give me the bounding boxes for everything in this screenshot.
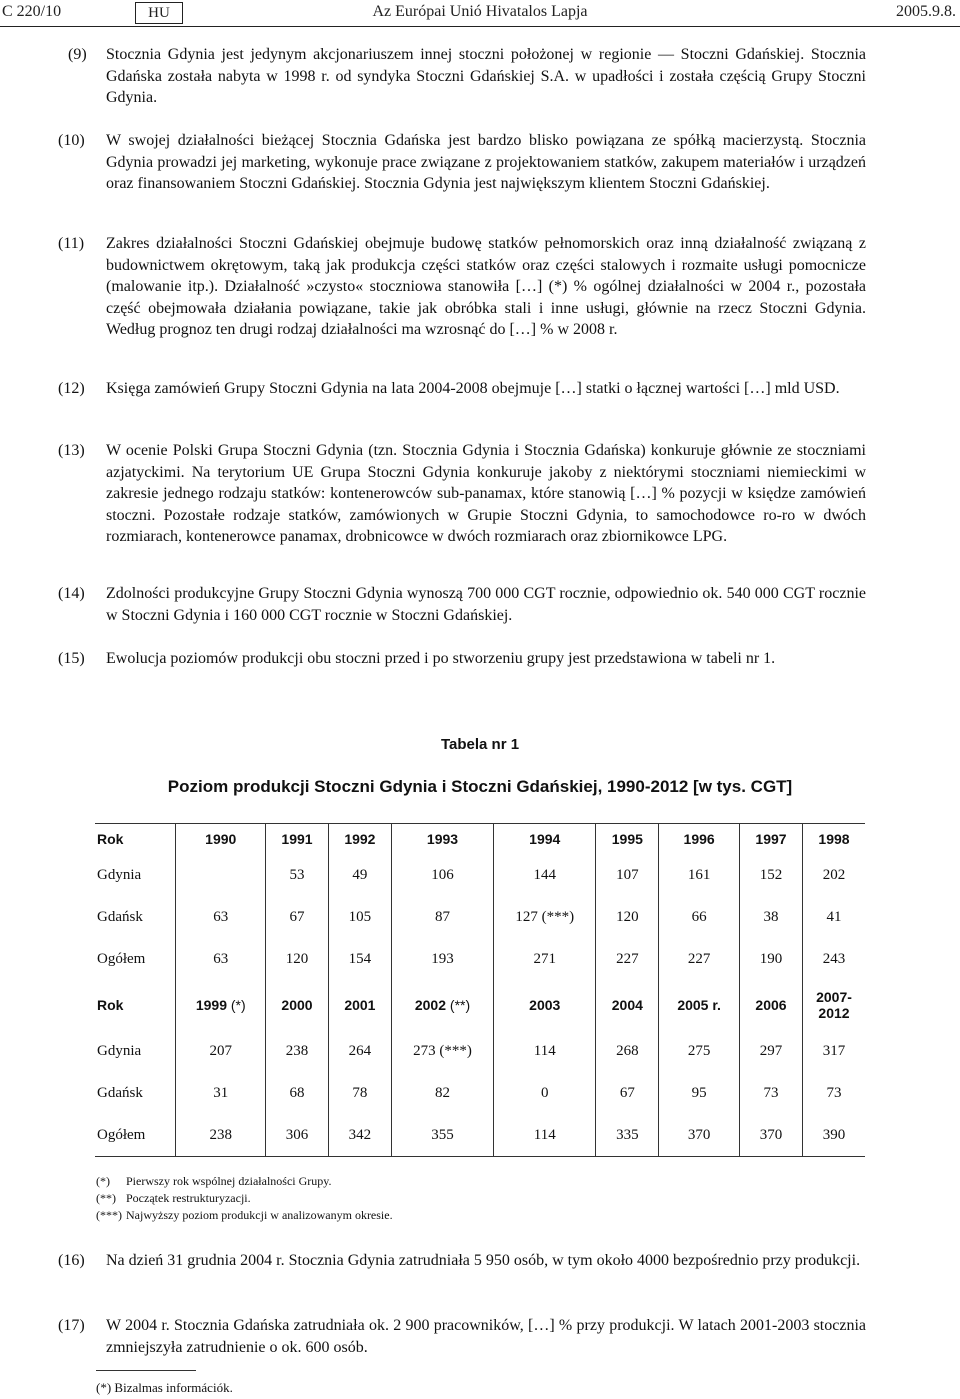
- footnote-mark: (*): [230, 997, 246, 1013]
- table-cell: 342: [328, 1114, 391, 1157]
- paragraph-text: W swojej działalności bieżącej Stocznia Gdańska jest bardzo blisko powiązana ze spółką macierzystą. Stocznia Gdynia prowadzi jej marketing, wykonuje prace związane z projektowaniem statków, zakupem materiałów i urządzeń oraz finansowaniem Stoczni Gdańskiej. Stocznia Gdynia jest największym klientem Stoczni Gdańskiej.: [106, 132, 866, 192]
- table-header-cell: 2003: [494, 980, 596, 1030]
- table-cell: 114: [494, 1030, 596, 1072]
- table-cell: 273 (***): [391, 1030, 493, 1072]
- table-cell: 95: [659, 1072, 740, 1114]
- table-title: Poziom produkcji Stoczni Gdynia i Stoczni Gdańskiej, 1990-2012 [w tys. CGT]: [167, 777, 793, 796]
- table-cell: 87: [391, 896, 493, 938]
- table-cell: 73: [739, 1072, 802, 1114]
- table-cell: 105: [328, 896, 391, 938]
- table-cell: 68: [266, 1072, 329, 1114]
- production-table: [95, 823, 865, 1157]
- paragraph-number: (13): [58, 442, 85, 459]
- footnote-rule: [96, 1370, 196, 1371]
- table-header-cell: 1996: [659, 824, 740, 855]
- paragraph-9: [68, 44, 866, 109]
- table-cell: 202: [803, 854, 866, 896]
- table-row: [95, 896, 865, 938]
- page-header: [0, 0, 960, 28]
- table-cell: 31: [176, 1072, 266, 1114]
- paragraph-10: [58, 130, 866, 195]
- table-cell: 370: [739, 1114, 802, 1157]
- table-notes: [96, 1173, 393, 1224]
- table-header-cell: 1994: [494, 824, 596, 855]
- table-cell: 53: [266, 854, 329, 896]
- table-row: [95, 854, 865, 896]
- table-cell: 107: [596, 854, 659, 896]
- table-cell: 193: [391, 938, 493, 980]
- table-cell: 238: [176, 1114, 266, 1157]
- table-row: [95, 938, 865, 980]
- table-cell: 370: [659, 1114, 740, 1157]
- paragraph-text: W 2004 r. Stocznia Gdańska zatrudniała ok. 2 900 pracowników, […] % przy produkcji. W latach 2001-2003 stocznia zmniejszyła zatrudnienie o ok. 600 osób.: [106, 1317, 866, 1356]
- paragraph-number: (15): [58, 650, 85, 667]
- table-header-cell: 2001: [328, 980, 391, 1030]
- paragraph-17: [58, 1315, 866, 1358]
- note-text: Najwyższy poziom produkcji w analizowanym okresie.: [126, 1208, 393, 1222]
- table-cell: 335: [596, 1114, 659, 1157]
- table-cell: Ogółem: [95, 1114, 176, 1157]
- table-cell: 127 (***): [494, 896, 596, 938]
- table-cell: 0: [494, 1072, 596, 1114]
- paragraph-15: [58, 648, 866, 670]
- paragraph-16: [58, 1250, 866, 1272]
- paragraph-number: (17): [58, 1317, 85, 1334]
- table-header-cell: 1998: [803, 824, 866, 855]
- table-note: [96, 1190, 393, 1207]
- table-header-cell: 1993: [391, 824, 493, 855]
- table-cell: 38: [739, 896, 802, 938]
- table-cell: 390: [803, 1114, 866, 1157]
- note-text: Początek restrukturyzacji.: [126, 1191, 251, 1205]
- paragraph-text: W ocenie Polski Grupa Stoczni Gdynia (tzn. Stocznia Gdynia i Stocznia Gdańska) konkuruje głównie ze stoczniami azjatyckimi. Na terytorium UE Grupa Stoczni Gdynia konkuruje jakoby z niektórymi stoczniami niemieckimi w zakresie jednego rodzaju statków: kontenerowców sub-panamax, które stanowią […] % pozycji w księdze zamówień stoczni. Pozostałe rodzaje statków, zamówionych w Grupie Stoczni Gdynia, to samochodowce ro-ro w dwóch rozmiarach, kontenerowce panamax, drobnicowce w dwóch rozmiarach oraz zbiornikowce LPG.: [106, 442, 866, 545]
- table-cell: 238: [266, 1030, 329, 1072]
- paragraph-number: (11): [58, 235, 85, 252]
- table-cell: 114: [494, 1114, 596, 1157]
- table-cell: 207: [176, 1030, 266, 1072]
- table-cell: 82: [391, 1072, 493, 1114]
- table-cell: 227: [659, 938, 740, 980]
- table-header-cell: Rok: [95, 824, 176, 855]
- paragraph-text: Na dzień 31 grudnia 2004 r. Stocznia Gdynia zatrudniała 5 950 osób, w tym około 4000 bezpośrednio przy produkcji.: [106, 1252, 861, 1269]
- table-cell: Gdynia: [97, 1042, 142, 1059]
- table-row: [95, 1072, 865, 1114]
- table-cell: 120: [596, 896, 659, 938]
- footnote-mark: (**): [449, 997, 471, 1013]
- table-header-cell: 2006: [739, 980, 802, 1030]
- table-cell: 264: [328, 1030, 391, 1072]
- table-header-cell: 2004: [596, 980, 659, 1030]
- language-badge: HU: [135, 2, 183, 24]
- paragraph-text: Zdolności produkcyjne Grupy Stoczni Gdynia wynoszą 700 000 CGT rocznie, odpowiednio ok. 540 000 CGT rocznie w Stoczni Gdynia i 160 000 CGT rocznie w Stoczni Gdańskiej.: [106, 585, 866, 624]
- table-header-cell: [176, 980, 266, 1030]
- table-cell: 154: [328, 938, 391, 980]
- table-cell: 306: [266, 1114, 329, 1157]
- note-mark: (*): [96, 1174, 110, 1188]
- table-header-cell: 1995: [596, 824, 659, 855]
- table-cell: Gdańsk: [97, 1084, 143, 1101]
- note-mark: (**): [96, 1191, 116, 1205]
- table-cell: 317: [803, 1030, 866, 1072]
- table-cell: 78: [328, 1072, 391, 1114]
- table-header-cell: 1997: [739, 824, 802, 855]
- table-cell: Gdynia: [97, 866, 142, 883]
- table-header-cell: Rok: [97, 997, 124, 1013]
- table-cell: 271: [494, 938, 596, 980]
- table-header-cell: 2000: [266, 980, 329, 1030]
- table-note: [96, 1173, 393, 1190]
- paragraph-text: Stocznia Gdynia jest jedynym akcjonariuszem innej stoczni położonej w regionie — Stoczni Gdańskiej. Stocznia Gdańska została nabyta w 1998 r. od syndyka Stoczni Gdańskiej S.A. w upadłości i została częścią Grupy Stoczni Gdynia.: [106, 46, 866, 106]
- note-text: Pierwszy rok wspólnej działalności Grupy.: [126, 1174, 332, 1188]
- table-cell: 161: [659, 854, 740, 896]
- table-header-cell: [391, 980, 493, 1030]
- note-mark: (***): [96, 1208, 122, 1222]
- table-header-cell: 2007-2012: [803, 980, 866, 1030]
- table-cell: 120: [266, 938, 329, 980]
- table-header-row: [95, 980, 865, 1030]
- table-cell: 227: [596, 938, 659, 980]
- paragraph-number: (12): [58, 380, 85, 397]
- paragraph-13: [58, 440, 866, 548]
- table-cell: 67: [596, 1072, 659, 1114]
- table-cell: 243: [803, 938, 866, 980]
- table-cell: 49: [328, 854, 391, 896]
- table-cell: 63: [176, 938, 266, 980]
- table-cell: Gdańsk: [97, 908, 143, 925]
- page-footnote: (*) Bizalmas információk.: [96, 1380, 233, 1395]
- table-cell: 66: [659, 896, 740, 938]
- journal-title: Az Európai Unió Hivatalos Lapja: [372, 3, 588, 20]
- table-row: [95, 1030, 865, 1072]
- table-header-cell: 1991: [266, 824, 329, 855]
- paragraph-number: (10): [58, 132, 85, 149]
- year-label: 2002: [414, 997, 447, 1013]
- header-rule: [0, 26, 960, 27]
- page-number: C 220/10: [2, 3, 62, 20]
- paragraph-14: [58, 583, 866, 626]
- paragraph-text: Zakres działalności Stoczni Gdańskiej obejmuje budowę statków pełnomorskich oraz inną działalność związaną z budownictwem okrętowym, taką jak produkcja części statków oraz części stalowych i rozmaite usługi pomocnicze (malowanie itp.). Działalność »czysto« stoczniowa stanowiła […] (*) % ogólnej działalności w 2004 r., pozostała część obejmowała działania powiązane, takie jak obróbka stali i inne usługi, głównie na rzecz Stoczni Gdynia. Według prognoz ten drugi rodzaj działalności ma wzrosnąć do […] % w 2008 r.: [106, 235, 866, 338]
- table-label: Tabela nr 1: [440, 736, 520, 753]
- table-cell: 144: [494, 854, 596, 896]
- table-cell: 355: [391, 1114, 493, 1157]
- table-cell: 73: [803, 1072, 866, 1114]
- table-header-cell: 1990: [176, 824, 266, 855]
- table-cell: 41: [803, 896, 866, 938]
- table-cell: 297: [739, 1030, 802, 1072]
- issue-date: 2005.9.8.: [896, 3, 956, 20]
- table-header-cell: 1992: [328, 824, 391, 855]
- table-cell: 275: [659, 1030, 740, 1072]
- paragraph-11: [58, 233, 866, 341]
- table-header-cell: 2005 r.: [659, 980, 740, 1030]
- table-cell: 106: [391, 854, 493, 896]
- table-cell: Ogółem: [97, 950, 146, 967]
- paragraph-number: (16): [58, 1252, 85, 1269]
- paragraph-number: (14): [58, 585, 85, 602]
- table-note: [96, 1207, 393, 1224]
- table-cell: 67: [266, 896, 329, 938]
- table-cell: 63: [176, 896, 266, 938]
- year-label: 1999: [195, 997, 227, 1013]
- table-cell: [176, 854, 266, 896]
- table-cell: 268: [596, 1030, 659, 1072]
- paragraph-text: Ewolucja poziomów produkcji obu stoczni przed i po stworzeniu grupy jest przedstawiona w tabeli nr 1.: [106, 650, 776, 667]
- paragraph-text: Księga zamówień Grupy Stoczni Gdynia na lata 2004-2008 obejmuje […] statki o łącznej wartości […] mld USD.: [106, 380, 840, 397]
- paragraph-12: [58, 378, 866, 400]
- paragraph-number: (9): [68, 46, 87, 63]
- table-header-row: [95, 824, 865, 855]
- table-cell: 190: [739, 938, 802, 980]
- table-cell: 152: [739, 854, 802, 896]
- table-row: [95, 1114, 865, 1157]
